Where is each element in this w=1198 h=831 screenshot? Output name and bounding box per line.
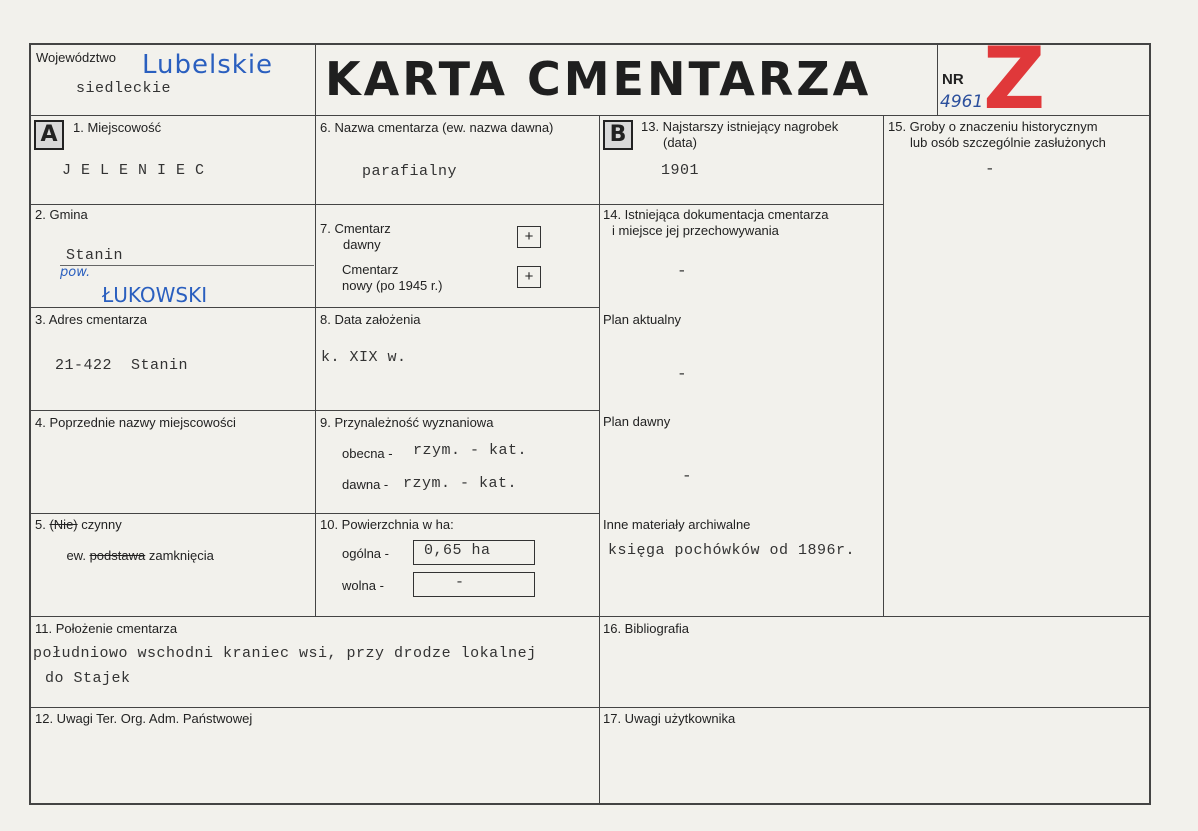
wojewodztwo-old: siedleckie [76,80,172,97]
field-6-label: 6. Nazwa cmentarza (ew. nazwa dawna) [320,120,554,135]
field-12-label: 12. Uwagi Ter. Org. Adm. Państwowej [35,711,253,726]
field-10-wolna-box[interactable] [413,572,535,597]
field-3-label: 3. Adres cmentarza [35,312,147,327]
field-10-ogolna-value: 0,65 ha [424,542,491,559]
field-7-cmentarz2: Cmentarz [342,262,399,277]
field-2-pow: pow. [60,265,91,280]
inne-materialy-label: Inne materiały archiwalne [603,517,751,532]
field-8-label: 8. Data założenia [320,312,421,327]
field-10-wolna-label: wolna - [342,578,384,593]
field-4-label: 4. Poprzednie nazwy miejscowości [35,415,236,430]
card-title: KARTA CMENTARZA [325,52,872,106]
field-15-cell [883,115,1151,617]
field-5-podstawa: podstawa [89,548,146,563]
field-7-nowy-checkbox[interactable]: + [517,266,541,288]
field-1-label: 1. Miejscowość [73,120,162,135]
section-b-marker: B [603,120,633,150]
field-9-dawna-label: dawna - [342,477,389,492]
wojewodztwo-value: Lubelskie [142,50,274,80]
field-2-powiat: ŁUKOWSKI [102,283,208,307]
plan-dawny-label: Plan dawny [603,414,671,429]
field-13-value: 1901 [661,162,700,179]
field-13-label-2: (data) [663,135,697,150]
field-2-underline [60,265,314,266]
field-5-number: 5. [35,517,50,532]
field-8-value: k. XIX w. [321,349,407,366]
plan-aktualny-label: Plan aktualny [603,312,682,327]
field-7-label: 7. Cmentarz [320,221,391,236]
field-9-dawna-value: rzym. - kat. [403,475,518,492]
field-5-ew: ew. [66,548,90,563]
field-11-line2: do Stajek [45,670,131,687]
field-16-label: 16. Bibliografia [603,621,689,636]
inne-materialy-value: księga pochówków od 1896r. [608,542,856,559]
field-10-ogolna-label: ogólna - [342,546,389,561]
field-15-label-1: 15. Groby o znaczeniu historycznym [888,119,1098,134]
plan-dawny-value: - [682,467,693,485]
field-5-line2 [52,533,214,578]
field-1-value: J E L E N I E C [62,162,205,179]
field-5-czynny: czynny [77,517,122,532]
field-7-nowy: nowy (po 1945 r.) [342,278,443,293]
field-9-obecna-value: rzym. - kat. [413,442,528,459]
field-14-label-1: 14. Istniejąca dokumentacja cmentarza [603,207,829,222]
field-5-strike: (Nie) [49,517,78,532]
wojewodztwo-label: Województwo [36,50,116,65]
field-7-dawny-checkbox[interactable]: + [517,226,541,248]
field-7-dawny: dawny [343,237,381,252]
field-5-zamkniecia: zamknięcia [145,548,214,563]
nr-letter: Z [983,29,1046,129]
field-11-line1: południowo wschodni kraniec wsi, przy drodze lokalnej [33,645,537,662]
field-9-label: 9. Przynależność wyznaniowa [320,415,494,430]
field-9-obecna-label: obecna - [342,446,393,461]
field-3-value: 21-422 Stanin [55,357,189,374]
field-15-label-2: lub osób szczególnie zasłużonych [910,135,1106,150]
field-13-label-1: 13. Najstarszy istniejący nagrobek [641,119,839,134]
field-17-label: 17. Uwagi użytkownika [603,711,736,726]
field-14-label-2: i miejsce jej przechowywania [612,223,779,238]
field-2-label: 2. Gmina [35,207,88,222]
nr-number: 4961 [940,92,984,112]
field-10-wolna-value: - [455,574,465,591]
plan-aktualny-value: - [677,365,688,383]
nr-label: NR [942,71,964,88]
field-15-value: - [985,160,996,178]
field-11-label: 11. Położenie cmentarza [35,621,178,636]
field-5-label [35,517,122,532]
section-a-marker: A [34,120,64,150]
field-14-value: - [677,262,688,280]
field-6-value: parafialny [362,163,458,180]
field-2-value: Stanin [66,247,124,264]
field-10-label: 10. Powierzchnia w ha: [320,517,454,532]
